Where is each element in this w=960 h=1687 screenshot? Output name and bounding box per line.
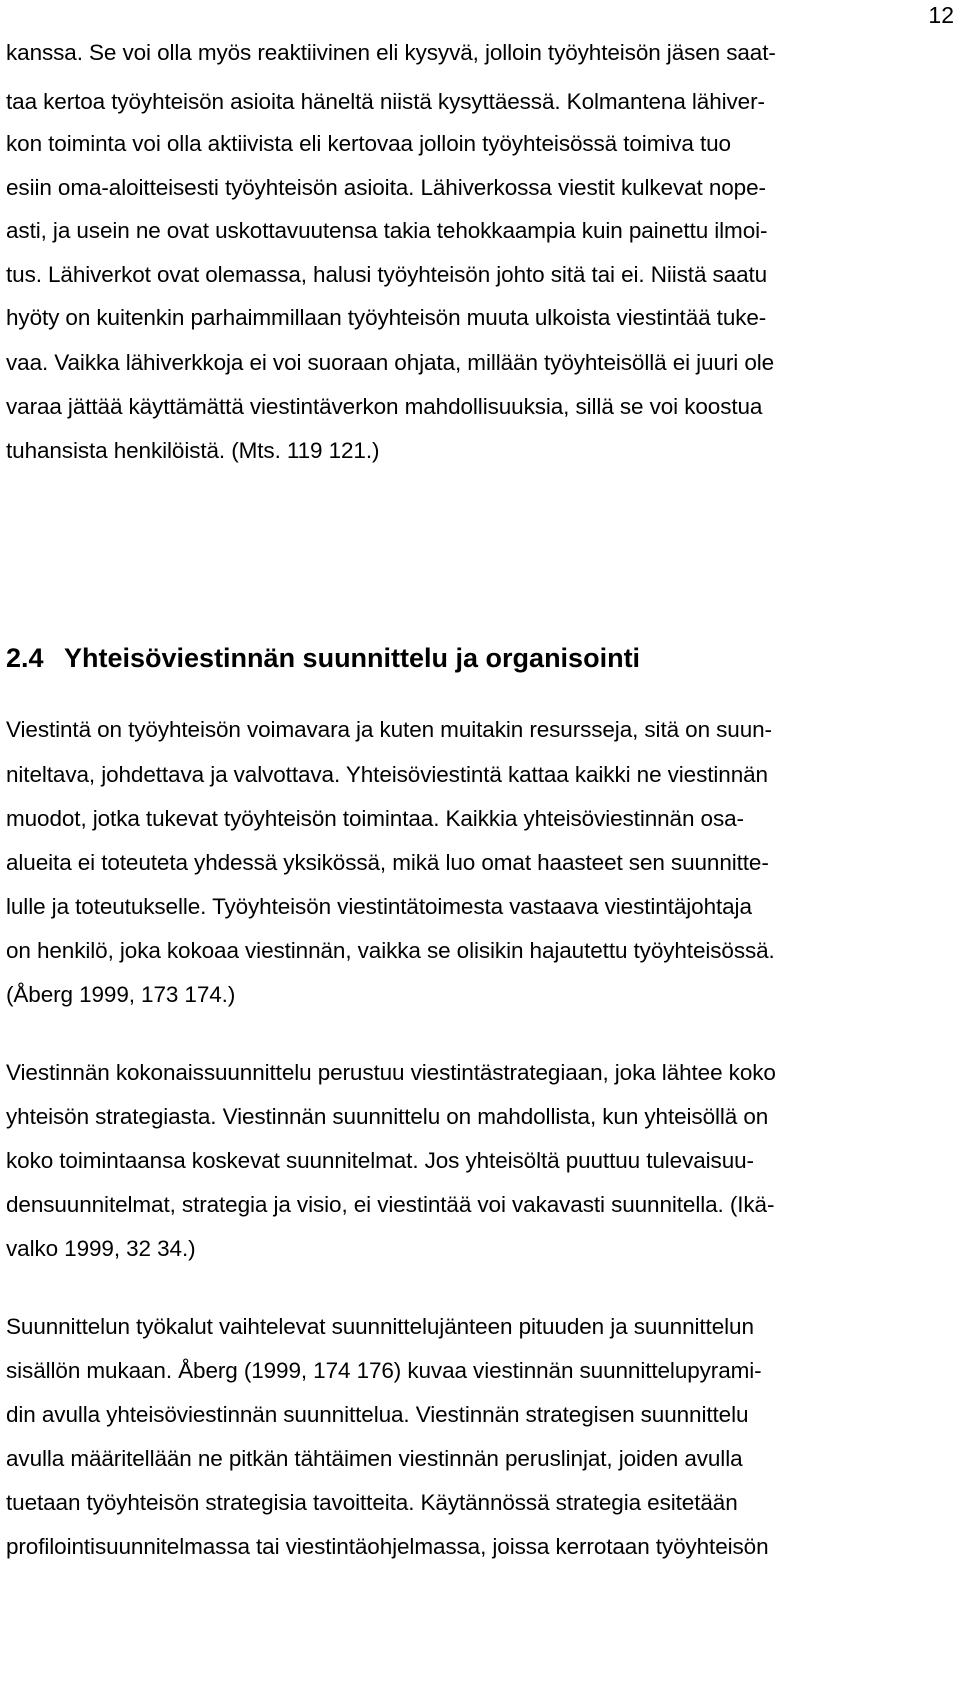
section-title: Yhteisöviestinnän suunnittelu ja organisointi bbox=[64, 643, 641, 673]
text-line: profilointisuunnitelmassa tai viestintäohjelmassa, joissa kerrotaan työyhteisön bbox=[6, 1534, 769, 1559]
text-line: tuetaan työyhteisön strategisia tavoitteita. Käytännössä strategia esitetään bbox=[6, 1490, 738, 1515]
text-line: yhteisön strategiasta. Viestinnän suunnittelu on mahdollista, kun yhteisöllä on bbox=[6, 1104, 769, 1129]
text-line: muodot, jotka tukevat työyhteisön toimintaa. Kaikkia yhteisöviestinnän osa- bbox=[6, 806, 744, 831]
text-line: kanssa. Se voi olla myös reaktiivinen eli kysyvä, jolloin työyhteisön jäsen saat- bbox=[6, 40, 776, 65]
section-number: 2.4 bbox=[6, 643, 44, 673]
text-line: sisällön mukaan. Åberg (1999, 174 176) kuvaa viestinnän suunnittelupyrami- bbox=[6, 1358, 762, 1383]
text-line: Viestinnän kokonaissuunnittelu perustuu viestintästrategiaan, joka lähtee koko bbox=[6, 1060, 776, 1085]
text-line: alueita ei toteuteta yhdessä yksikössä, mikä luo omat haasteet sen suunnitte- bbox=[6, 850, 769, 875]
text-line: lulle ja toteutukselle. Työyhteisön viestintätoimesta vastaava viestintäjohtaja bbox=[6, 894, 752, 919]
text-line: Suunnittelun työkalut vaihtelevat suunnittelujänteen pituuden ja suunnittelun bbox=[6, 1314, 754, 1339]
text-line: esiin oma-aloitteisesti työyhteisön asioita. Lähiverkossa viestit kulkevat nope- bbox=[6, 175, 766, 200]
text-line: vaa. Vaikka lähiverkkoja ei voi suoraan ohjata, millään työyhteisöllä ei juuri ole bbox=[6, 350, 775, 375]
page-number: 12 bbox=[928, 2, 954, 28]
text-line: Viestintä on työyhteisön voimavara ja kuten muitakin resursseja, sitä on suun- bbox=[6, 717, 772, 742]
text-line: kon toiminta voi olla aktiivista eli kertovaa jolloin työyhteisössä toimiva tuo bbox=[6, 131, 731, 156]
text-line: tus. Lähiverkot ovat olemassa, halusi työyhteisön johto sitä tai ei. Niistä saatu bbox=[6, 262, 768, 287]
text-line: avulla määritellään ne pitkän tähtäimen viestinnän peruslinjat, joiden avulla bbox=[6, 1446, 743, 1471]
section-heading bbox=[6, 643, 640, 674]
text-line: koko toimintaansa koskevat suunnitelmat. Jos yhteisöltä puuttuu tulevaisuu- bbox=[6, 1148, 754, 1173]
text-line: densuunnitelmat, strategia ja visio, ei viestintää voi vakavasti suunnitella. (Ikä- bbox=[6, 1192, 775, 1217]
text-line: (Åberg 1999, 173 174.) bbox=[6, 982, 236, 1007]
text-line: taa kertoa työyhteisön asioita häneltä niistä kysyttäessä. Kolmantena lähiver- bbox=[6, 89, 765, 114]
text-line: niteltava, johdettava ja valvottava. Yhteisöviestintä kattaa kaikki ne viestinnän bbox=[6, 762, 768, 787]
text-line: valko 1999, 32 34.) bbox=[6, 1236, 196, 1261]
text-line: hyöty on kuitenkin parhaimmillaan työyhteisön muuta ulkoista viestintää tuke- bbox=[6, 305, 767, 330]
text-line: on henkilö, joka kokoaa viestinnän, vaikka se olisikin hajautettu työyhteisössä. bbox=[6, 938, 775, 963]
text-line: din avulla yhteisöviestinnän suunnittelua. Viestinnän strategisen suunnittelu bbox=[6, 1402, 749, 1427]
text-line: asti, ja usein ne ovat uskottavuutensa takia tehokkaampia kuin painettu ilmoi- bbox=[6, 218, 768, 243]
text-line: tuhansista henkilöistä. (Mts. 119 121.) bbox=[6, 438, 380, 463]
text-line: varaa jättää käyttämättä viestintäverkon mahdollisuuksia, sillä se voi koostua bbox=[6, 394, 763, 419]
